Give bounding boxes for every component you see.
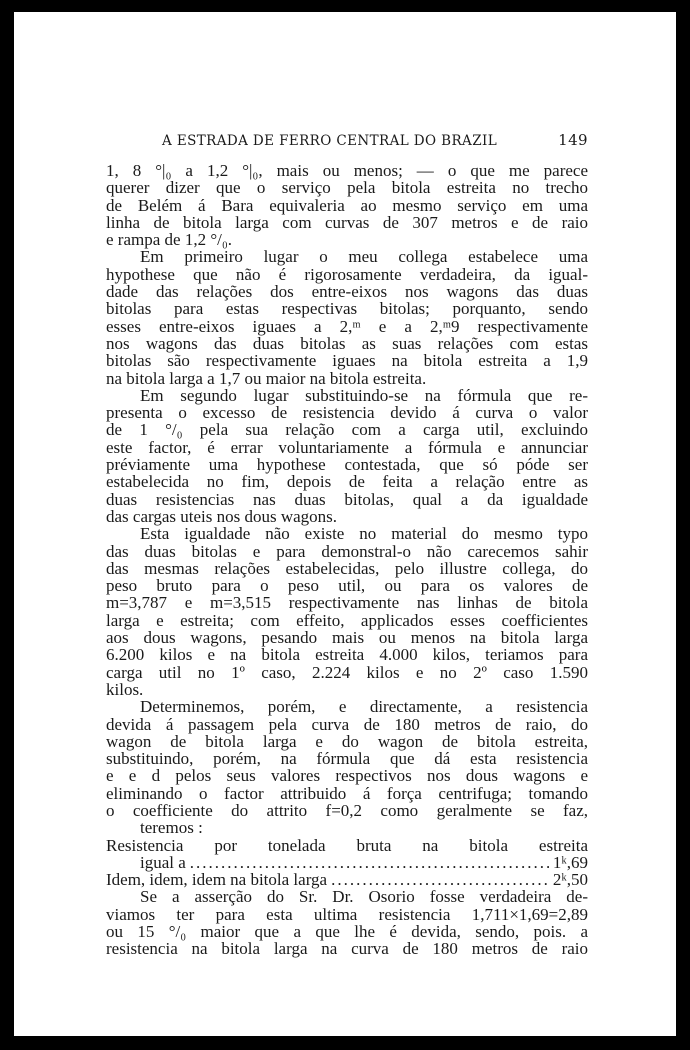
- text-line: o coefficiente do attrito f=0,2 como geralmente se faz,: [106, 800, 588, 820]
- table-row-value: 1ᵏ,69: [552, 852, 588, 872]
- text-line: querer dizer que o serviço pela bitola estreita no trecho: [106, 178, 588, 198]
- dot-leader: [331, 871, 549, 888]
- text-line: kilos.: [106, 679, 144, 699]
- text-line: linha de bitola larga com curvas de 307 metros e de raio: [106, 212, 588, 232]
- table-row: [106, 854, 588, 871]
- text-line: de 1 °/₀ pela sua relação com a carga util, excluindo: [106, 420, 588, 440]
- paragraph-4: [106, 525, 588, 698]
- running-title: A ESTRADA DE FERRO CENTRAL DO BRAZIL: [162, 133, 498, 149]
- text-line: substituindo, porém, na fórmula que dá esta resistencia: [106, 749, 588, 769]
- text-line: Esta igualdade não existe no material do mesmo typo: [140, 524, 588, 544]
- paragraph-3: [106, 387, 588, 525]
- text-line: eliminando o factor attribuido á força centrifuga; tomando: [106, 783, 588, 803]
- text-line: wagon de bitola larga e do wagon de bitola estreita,: [106, 731, 588, 751]
- text-line: Em segundo lugar substituindo-se na fórmula que re-: [140, 385, 588, 405]
- text-line: devida á passagem pela curva de 180 metros de raio, do: [106, 714, 588, 734]
- text-line: aos dous wagons, pesando mais ou menos na bitola larga: [106, 628, 588, 648]
- text-line: 6.200 kilos e na bitola estreita 4.000 kilos, teriamos para: [106, 645, 588, 665]
- text-line: duas resistencias nas duas bitolas, qual a da igualdade: [106, 489, 588, 509]
- text-line: das mesmas relações estabelecidas, pelo illustre collega, do: [106, 558, 588, 578]
- text-line: viamos ter para esta ultima resistencia 1,711×1,69=2,89: [106, 904, 588, 924]
- text-line: teremos :: [140, 818, 203, 838]
- text-line: e e d pelos seus valores respectivos nos dous wagons e: [106, 766, 588, 786]
- text-line: dade das relações dos entre-eixos nos wagons das duas: [106, 282, 588, 302]
- dot-leader: [190, 854, 549, 871]
- table-row: [106, 871, 588, 888]
- text-line: estabelecida no fim, depois de feita a relação entre as: [106, 472, 588, 492]
- paragraph-2: [106, 248, 588, 386]
- paragraph-6: [106, 888, 588, 957]
- text-line: bitolas são respectivamente iguaes na bitola estreita a 1,9: [106, 351, 588, 371]
- text-line: larga e estreita; com effeito, applicados esses coefficientes: [106, 610, 588, 630]
- text-line: bitolas para estas respectivas bitolas; porquanto, sendo: [106, 299, 588, 319]
- text-line: resistencia na bitola larga na curva de 180 metros de raio: [106, 939, 588, 959]
- text-line: m=3,787 e m=3,515 respectivamente nas linhas de bitola: [106, 593, 588, 613]
- page-number: 149: [558, 131, 588, 149]
- text-line: hypothese que não é rigorosamente verdadeira, da igual-: [106, 264, 588, 284]
- running-header: [162, 131, 588, 149]
- table-row-label: Resistencia por tonelada bruta na bitola estreita: [106, 835, 588, 855]
- text-line: de Belém á Bara equivaleria ao mesmo serviço em uma: [106, 195, 588, 215]
- text-line: Determinemos, porém, e directamente, a resistencia: [140, 697, 588, 717]
- text-line: e rampa de 1,2 °/₀.: [106, 230, 233, 250]
- text-line: esses entre-eixos iguaes a 2,ᵐ e a 2,ᵐ9 respectivamente: [106, 316, 588, 336]
- table-row-label: igual a: [140, 852, 186, 872]
- paragraph-5: [106, 698, 588, 836]
- text-line: peso bruto para o peso util, ou para os valores de: [106, 576, 588, 596]
- text-line: Em primeiro lugar o meu collega estabelece uma: [140, 247, 588, 267]
- text-line: das duas bitolas e para demonstral-o não carecemos sahir: [106, 541, 588, 561]
- table-row-label: Idem, idem, idem na bitola larga: [106, 870, 328, 890]
- text-line: nos wagons das duas bitolas as suas relações com estas: [106, 333, 588, 353]
- text-line: presenta o excesso de resistencia devido á curva o valor: [106, 403, 588, 423]
- text-line: carga util no 1º caso, 2.224 kilos e no 2º caso 1.590: [106, 662, 588, 682]
- text-line: este factor, é errar voluntariamente a fórmula e annunciar: [106, 437, 588, 457]
- paragraph-1: [106, 162, 588, 248]
- book-page: [14, 12, 676, 1036]
- text-line: préviamente uma hypothese contestada, que só póde ser: [106, 455, 588, 475]
- resistance-table: [106, 837, 588, 889]
- text-line: ou 15 °/₀ maior que a que lhe é devida, sendo, pois. a: [106, 922, 588, 942]
- text-line: na bitola larga a 1,7 ou maior na bitola estreita.: [106, 368, 427, 388]
- text-line: 1, 8 °|₀ a 1,2 °|₀, mais ou menos; — o que me parece: [106, 161, 588, 180]
- text-line: das cargas uteis nos dous wagons.: [106, 506, 338, 526]
- text-line: Se a asserção do Sr. Dr. Osorio fosse verdadeira de-: [140, 887, 588, 907]
- page-body: [106, 162, 588, 958]
- table-row-value: 2ᵏ,50: [552, 870, 588, 890]
